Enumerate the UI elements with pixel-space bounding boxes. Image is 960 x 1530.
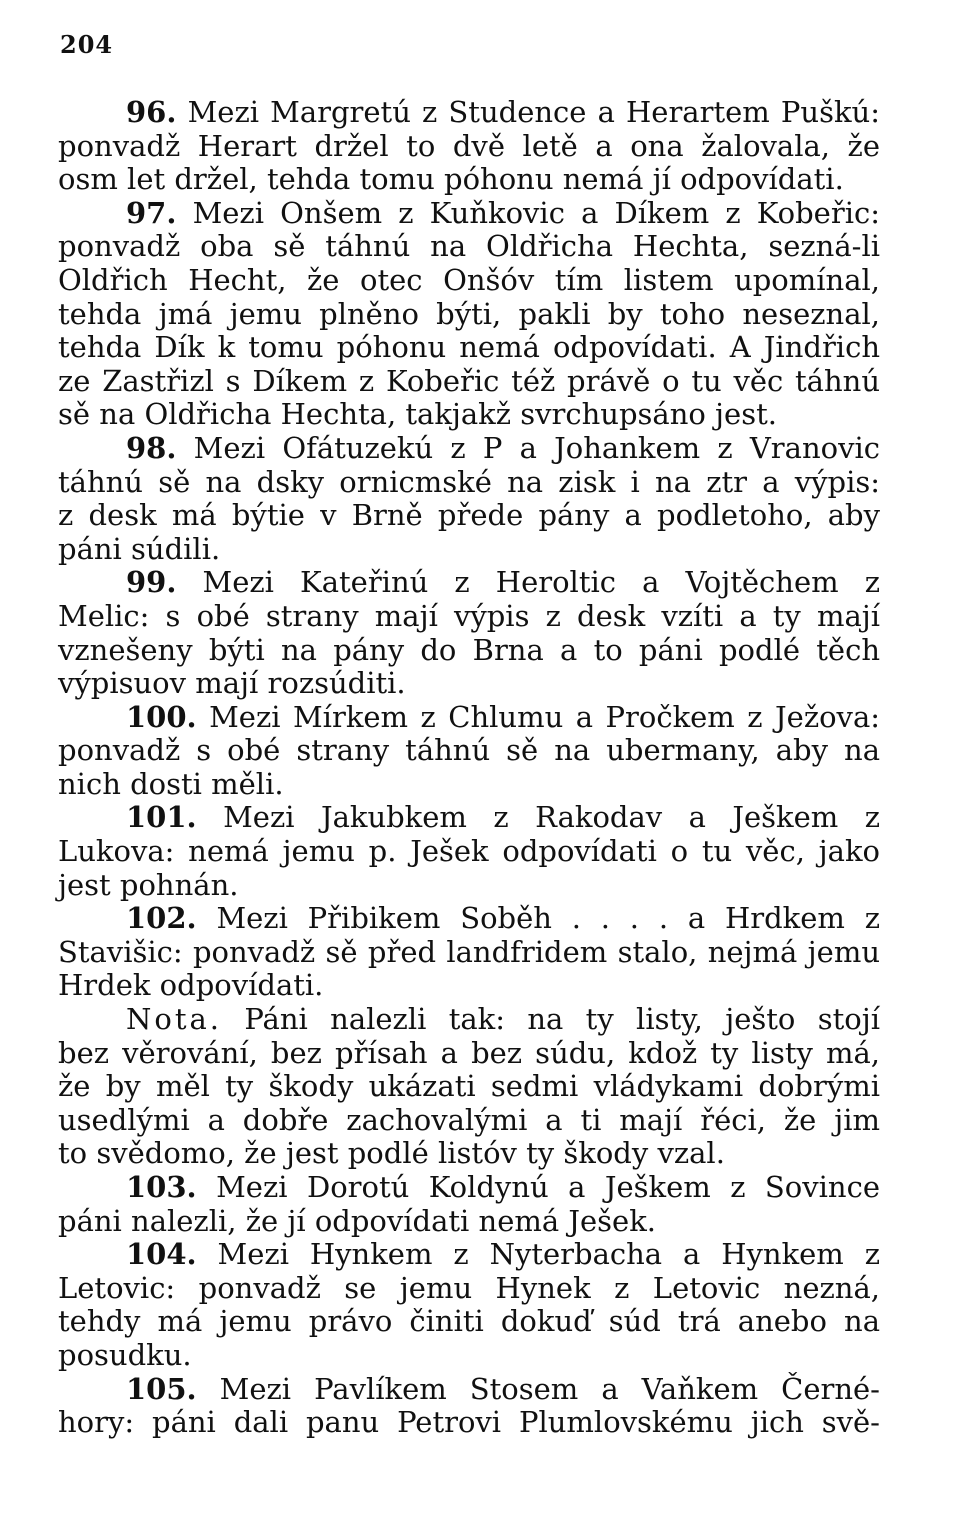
text-line: Melic: s obé strany mají výpis z desk vzíti a ty mají [58,598,880,633]
paragraph [58,197,880,432]
entry-text: Mezi Kateřinú z Heroltic a Vojtěchem z [176,565,880,600]
page-number: 204 [60,30,114,59]
entry-number: 99. [126,565,177,600]
paragraph [58,1171,880,1238]
text-line [58,1003,880,1037]
text-line: ponvadž s obé strany táhnú sě na ubermany, aby na [58,733,880,768]
text-line: ponvadž Herart držel to dvě letě a ona žalovala, že [58,128,880,163]
text-line: tehda jmá jemu plněno býti, pakli by toho neseznal, [58,296,880,331]
paragraph [58,1373,880,1440]
paragraph [58,96,880,197]
text-line: ponvadž oba sě táhnú na Oldřicha Hechta, sezná-li [58,229,880,264]
entry-text: Mezi Mírkem z Chlumu a Pročkem z Ježova: [196,699,880,734]
entry-number: 103. [126,1170,197,1204]
text-line [58,432,880,466]
text-line: táhnú sě na dsky ornicmské na zisk i na ztr a výpis: [58,464,880,499]
text-line: tehda Dík k tomu póhonu nemá odpovídati. A Jindřich [58,330,880,365]
text-line: Lukova: nemá jemu p. Ješek odpovídati o tu věc, jako [58,834,880,869]
paragraph [58,801,880,902]
text-line: hory: páni dali panu Petrovi Plumlovskému jich svě- [58,1405,880,1440]
text-line: jest pohnán. [58,867,239,902]
entry-number: 98. [126,430,177,465]
text-line: ze Zastřizl s Díkem z Kobeřic též právě o tu věc táhnú [58,363,880,398]
text-line: páni súdili. [58,531,221,566]
entry-number: 101. [126,800,197,835]
text-line [58,1238,880,1272]
text-line [58,96,880,130]
text-line: nich dosti měli. [58,766,284,801]
paragraph [58,902,880,1003]
text-line: to svědomo, že jest podlé listóv ty škody vzal. [58,1136,725,1171]
text-line: osm let držel, tehda tomu póhonu nemá jí odpovídati. [58,162,844,197]
paragraph [58,701,880,802]
text-line: sě na Oldřicha Hechta, takjakž svrchupsáno jest. [58,397,777,432]
text-line: Oldřich Hecht, že otec Onšóv tím listem upomínal, [58,262,880,297]
entry-text: Mezi Margretú z Studence a Herartem Puškú: [176,95,880,129]
paragraph [58,1003,880,1171]
text-line: vznešeny býti na pány do Brna a to páni podlé těch [58,632,880,667]
entry-number: 96. [126,95,177,129]
nota-label: Nota. [126,1002,222,1037]
entry-number: 97. [126,195,177,230]
text-line: výpisuov mají rozsúditi. [58,666,406,701]
text-line: Stavišic: ponvadž sě před landfridem stalo, nejmá jemu [58,934,880,969]
text-line [58,801,880,835]
entry-text: Mezi Jakubkem z Rakodav a Ješkem z [196,800,880,835]
text-line: posudku. [58,1337,192,1372]
entry-text: Mezi Dorotú Koldynú a Ješkem z Sovince [196,1170,880,1204]
text-line [58,1373,880,1407]
text-line: že by měl ty škody ukázati sedmi vládykami dobrými [58,1069,880,1104]
text-column [58,96,880,1440]
text-line [58,902,880,936]
entry-number: 100. [126,699,197,734]
text-line [58,566,880,600]
entry-text: Mezi Onšem z Kuňkovic a Díkem z Kobeřic: [176,195,880,230]
entry-text: Mezi Ofátuzekú z P a Johankem z Vranovic [176,430,880,465]
entry-text: Mezi Přibikem Soběh . . . . a Hrdkem z [196,901,880,936]
text-line: Hrdek odpovídati. [58,968,324,1003]
paragraph [58,1238,880,1372]
paragraph [58,566,880,700]
entry-number: 105. [126,1371,197,1406]
entry-number: 102. [126,901,197,936]
entry-text: Páni nalezli tak: na ty listy, ješto stojí [222,1002,880,1037]
text-line: usedlými a dobře zachovalými a ti mají řéci, že jim [58,1102,880,1137]
text-line: bez věrování, bez přísah a bez súdu, kdož ty listy má, [58,1035,880,1070]
entry-text: Mezi Hynkem z Nyterbacha a Hynkem z [196,1237,880,1272]
entry-text: Mezi Pavlíkem Stosem a Vaňkem Černé- [196,1371,880,1406]
text-line [58,197,880,231]
text-line: páni nalezli, že jí odpovídati nemá Ješek. [58,1203,657,1238]
entry-number: 104. [126,1237,197,1272]
text-line [58,1171,880,1205]
text-line: tehdy má jemu právo činiti dokuď súd trá anebo na [58,1304,880,1339]
text-line: z desk má býtie v Brně přede pány a podletoho, aby [58,498,880,533]
text-line [58,701,880,735]
text-line: Letovic: ponvadž se jemu Hynek z Letovic nezná, [58,1270,880,1305]
paragraph [58,432,880,566]
